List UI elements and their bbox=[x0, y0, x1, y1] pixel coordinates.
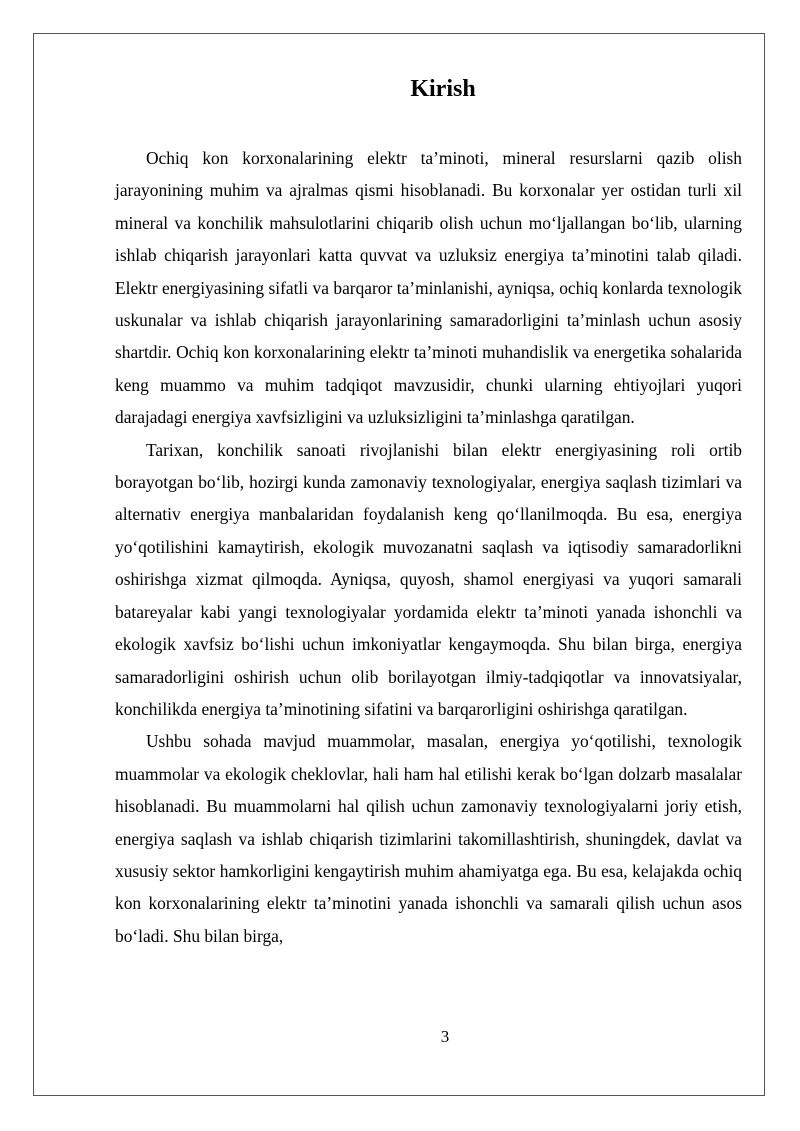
paragraph-3: Ushbu sohada mavjud muammolar, masalan, energiya yo‘qotilishi, texnologik muammolar va ekologik cheklovlar, hali ham hal etilishi kerak bo‘lgan dolzarb masalalar hisoblanadi. Bu muammolarni hal qilish uchun zamonaviy texnologiyalarni joriy etish, energiya saqlash va ishlab chiqarish tizimlarini takomillashtirish, shuningdek, davlat va xususiy sektor hamkorligini kengaytirish muhim ahamiyatga ega. Bu esa, kelajakda ochiq kon korxonalarining elektr ta’minotini yanada ishonchli va samarali qilish uchun asos bo‘ladi. Shu bilan birga, bbox=[115, 731, 742, 946]
paragraph-1: Ochiq kon korxonalarining elektr ta’minoti, mineral resurslarni qazib olish jarayonining muhim va ajralmas qismi hisoblanadi. Bu korxonalar yer ostidan turli xil mineral va konchilik mahsulotlarini chiqarib olish uchun mo‘ljallangan bo‘lib, ularning ishlab chiqarish jarayonlari katta quvvat va uzluksiz energiya ta’minotini talab qiladi. Elektr energiyasining sifatli va barqaror ta’minlanishi, ayniqsa, ochiq konlarda texnologik uskunalar va ishlab chiqarish jarayonlarining samaradorligini ta’minlash uchun asosiy shartdir. Ochiq kon korxonalarining elektr ta’minoti muhandislik va energetika sohalarida keng muammo va muhim tadqiqot mavzusidir, chunki ularning ehtiyojlari yuqori darajadagi energiya xavfsizligini va uzluksizligini ta’minlashga qaratilgan. bbox=[115, 148, 742, 428]
page-number: 3 bbox=[440, 1027, 450, 1046]
section-title: Kirish bbox=[410, 76, 476, 102]
paragraph-2: Tarixan, konchilik sanoati rivojlanishi bilan elektr energiyasining roli ortib borayotgan bo‘lib, hozirgi kunda zamonaviy texnologiyalar, energiya saqlash tizimlari va alternativ energiya manbalaridan foydalanish keng qo‘llanilmoqda. Bu esa, energiya yo‘qotilishini kamaytirish, ekologik muvozanatni saqlash va iqtisodiy samaradorlikni oshirishga xizmat qilmoqda. Ayniqsa, quyosh, shamol energiyasi va yuqori samarali batareyalar kabi yangi texnologiyalar yordamida elektr ta’minoti yanada ishonchli va ekologik xavfsiz bo‘lishi uchun imkoniyatlar kengaymoqda. Shu bilan birga, energiya samaradorligini oshirish uchun olib borilayotgan ilmiy-tadqiqotlar va innovatsiyalar, konchilikda energiya ta’minotining sifatini va barqarorligini oshirishga qaratilgan. bbox=[115, 439, 742, 719]
body-text bbox=[115, 142, 742, 952]
